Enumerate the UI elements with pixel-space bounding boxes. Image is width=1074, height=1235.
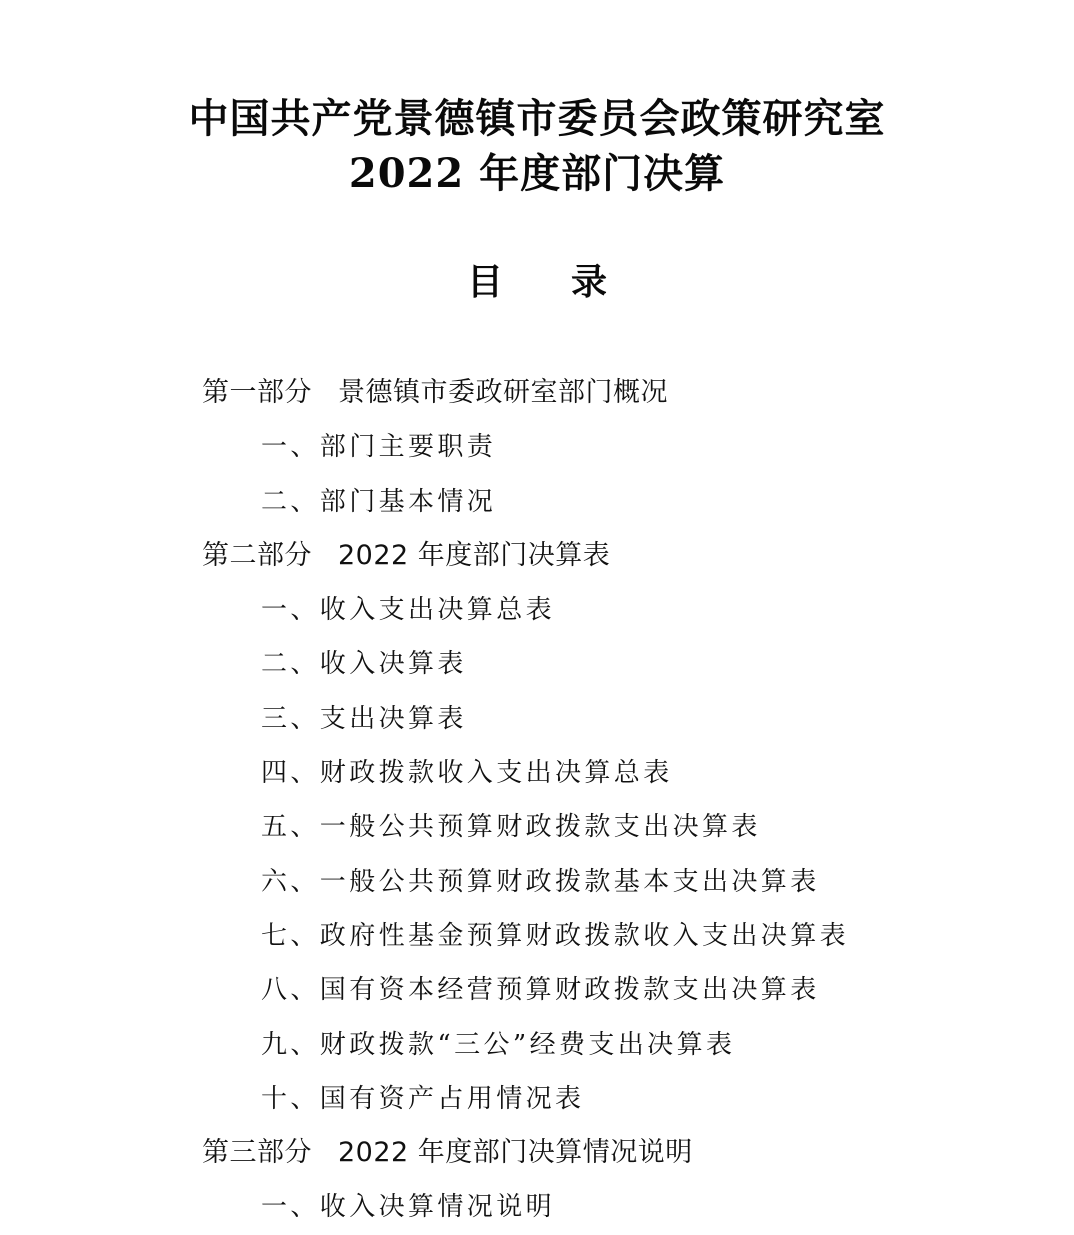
- toc-item: 九、财政拨款“三公”经费支出决算表: [261, 1029, 736, 1060]
- toc-item: 一、收入决算情况说明: [261, 1192, 556, 1223]
- toc-part-3: [0, 1126, 1074, 1180]
- toc-part-number: 第三部分: [202, 1137, 312, 1169]
- toc-part-1: [0, 366, 1074, 420]
- toc-part-title: 景德镇市委政研室部门概况: [338, 377, 668, 408]
- toc-item: 八、国有资本经营预算财政拨款支出决算表: [261, 975, 820, 1006]
- toc-item: 一、收入支出决算总表: [261, 595, 556, 626]
- toc-item: 七、政府性基金预算财政拨款收入支出决算表: [261, 920, 850, 951]
- toc-item: 六、一般公共预算财政拨款基本支出决算表: [261, 866, 820, 897]
- toc-item: 二、收入决算表: [261, 649, 467, 680]
- toc-part-title: 2022 年度部门决算情况说明: [338, 1137, 693, 1169]
- toc-item: 五、一般公共预算财政拨款支出决算表: [261, 812, 761, 843]
- toc-part-title: 2022 年度部门决算表: [338, 539, 611, 571]
- toc-part-number: 第一部分: [202, 377, 312, 408]
- toc-part-number: 第二部分: [202, 539, 312, 571]
- toc-item: 一、部门主要职责: [261, 432, 497, 463]
- toc-item: 二、部门基本情况: [261, 486, 497, 517]
- document-title-line2: 2022 年度部门决算: [348, 150, 726, 197]
- toc-item: 四、财政拨款收入支出决算总表: [261, 758, 673, 789]
- document-title-line1: 中国共产党景德镇市委员会政策研究室: [188, 95, 886, 142]
- toc-heading: 目录: [466, 262, 675, 303]
- toc-item: 三、支出决算表: [261, 703, 467, 734]
- toc-item: 十、国有资产占用情况表: [261, 1083, 585, 1114]
- toc-part-2: [0, 529, 1074, 583]
- table-of-contents: [0, 366, 1074, 1235]
